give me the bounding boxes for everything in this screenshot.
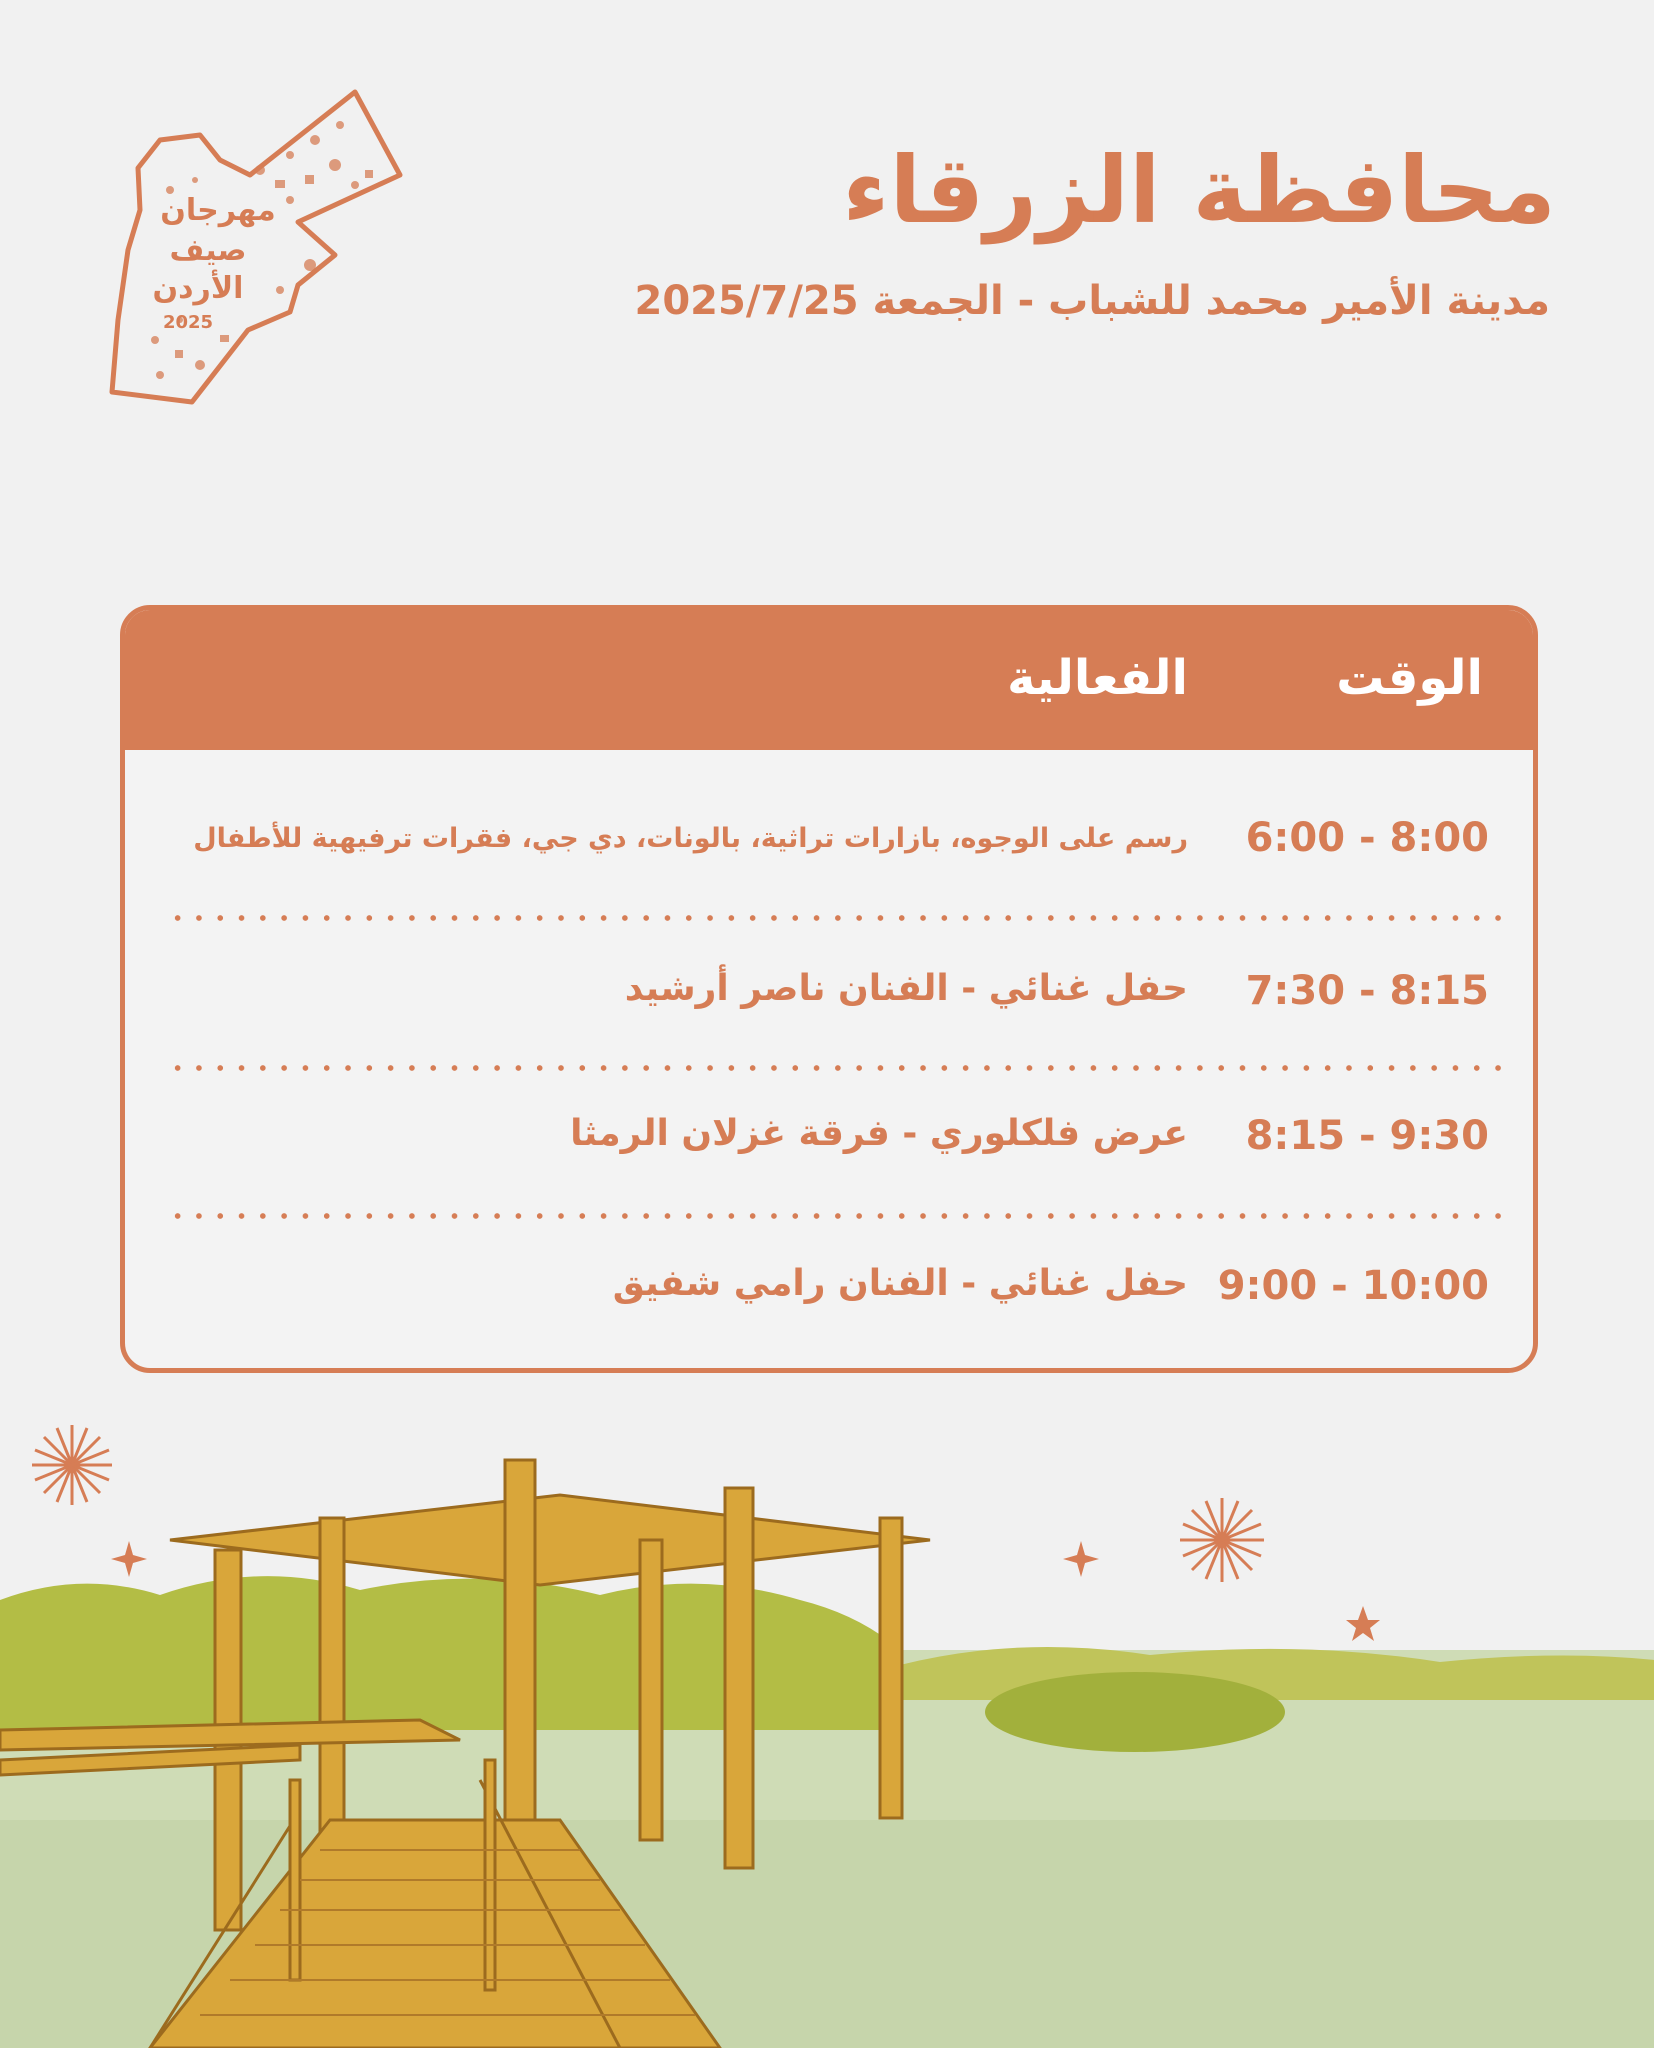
row-event: حفل غنائي - الفنان رامي شفيق xyxy=(612,1263,1188,1304)
logo-line-3: الأردن xyxy=(152,271,244,306)
row-divider xyxy=(167,915,1503,921)
column-header-time: الوقت xyxy=(1336,650,1483,706)
reeds-far xyxy=(0,1576,900,1730)
lake-pier-illustration xyxy=(0,1400,1654,2048)
schedule-row xyxy=(125,805,1533,895)
row-time: 7:30 - 8:15 xyxy=(1245,968,1489,1014)
logo-line-1: مهرجان xyxy=(160,193,276,228)
row-time: 6:00 - 8:00 xyxy=(1245,815,1489,861)
reed-island xyxy=(985,1672,1285,1752)
festival-logo xyxy=(100,80,420,410)
schedule-table xyxy=(120,605,1538,1373)
row-time: 9:00 - 10:00 xyxy=(1217,1263,1489,1309)
row-divider xyxy=(167,1065,1503,1071)
event-subtitle: مدينة الأمير محمد للشباب - الجمعة 2025/7/25 xyxy=(634,278,1550,324)
row-event: حفل غنائي - الفنان ناصر أرشيد xyxy=(624,968,1188,1009)
row-divider xyxy=(167,1213,1503,1219)
schedule-row xyxy=(125,958,1533,1048)
logo-line-2: صيف xyxy=(169,233,247,268)
schedule-row xyxy=(125,1253,1533,1343)
row-event: رسم على الوجوه، بازارات تراثية، بالونات، دي جي، فقرات ترفيهية للأطفال xyxy=(193,823,1188,854)
row-time: 8:15 - 9:30 xyxy=(1245,1113,1489,1159)
jordan-map-outline xyxy=(112,92,400,402)
schedule-row xyxy=(125,1103,1533,1193)
column-header-event: الفعالية xyxy=(1007,650,1188,706)
page-title: محافظة الزرقاء xyxy=(842,137,1556,244)
schedule-header xyxy=(125,610,1533,750)
row-event: عرض فلكلوري - فرقة غزلان الرمثا xyxy=(570,1113,1188,1154)
logo-year: 2025 xyxy=(162,312,214,333)
